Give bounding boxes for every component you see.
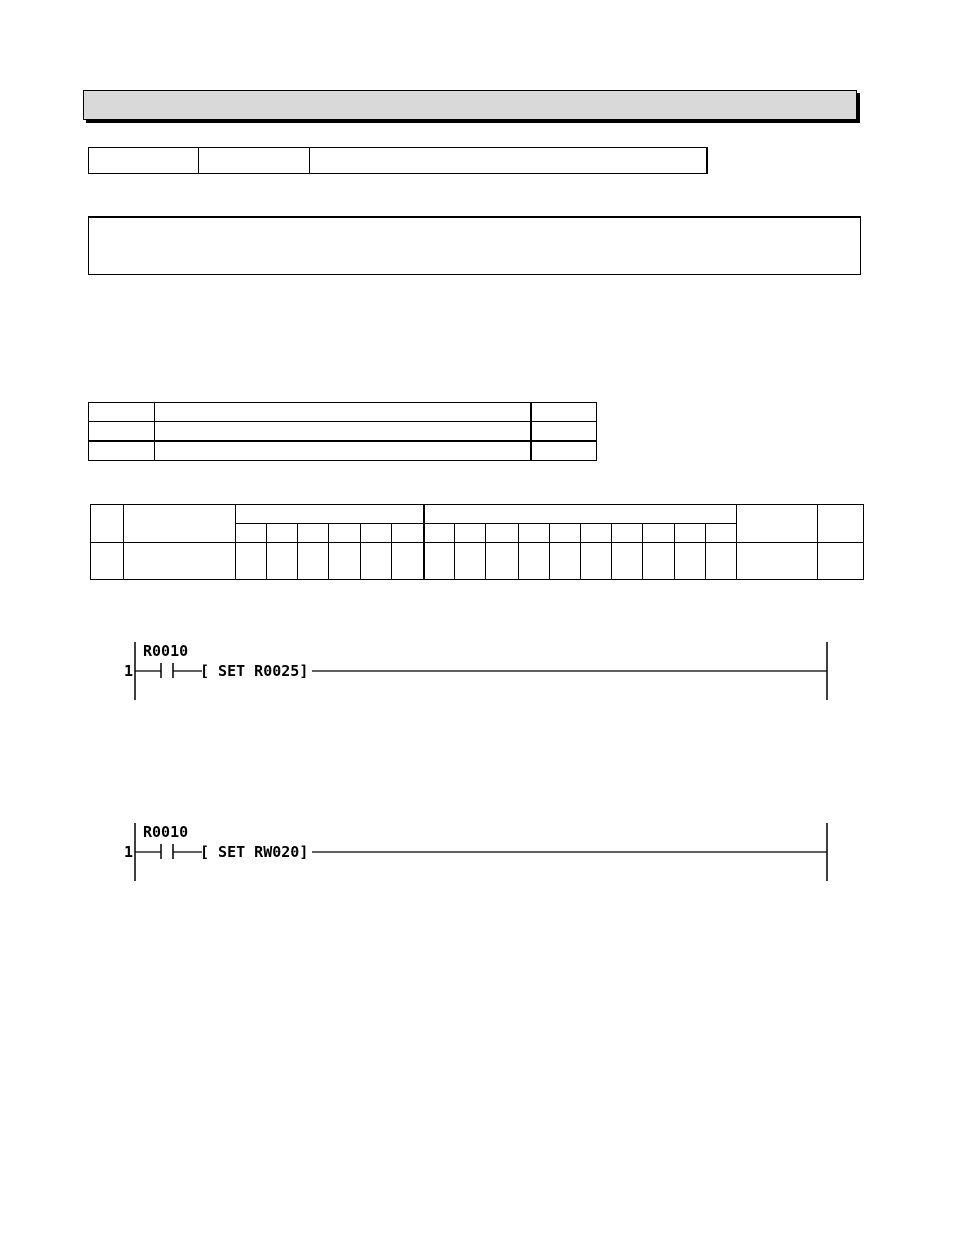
header-cell <box>310 148 706 173</box>
header-cell <box>199 148 310 173</box>
description-box <box>88 216 861 275</box>
rung-number: 1 <box>124 843 134 861</box>
contact-symbol <box>161 844 173 859</box>
contact-label: R0010 <box>143 823 189 841</box>
operand-table <box>88 402 597 461</box>
table-row <box>91 505 864 524</box>
table-row <box>89 403 597 422</box>
instruction-box: [ SET R0025] <box>200 662 309 680</box>
contact-label: R0010 <box>143 642 189 660</box>
table-row <box>89 441 597 461</box>
table-row <box>89 422 597 442</box>
instruction-box: [ SET RW020] <box>200 843 309 861</box>
contact-symbol <box>161 663 173 678</box>
header-cell <box>89 148 199 173</box>
ladder-diagram-1 <box>0 640 954 704</box>
rung-number: 1 <box>124 662 134 680</box>
header-info-row <box>88 147 708 174</box>
ladder-diagram-2 <box>0 821 954 885</box>
device-table <box>90 504 864 580</box>
title-banner <box>83 90 857 120</box>
table-row <box>91 543 864 580</box>
